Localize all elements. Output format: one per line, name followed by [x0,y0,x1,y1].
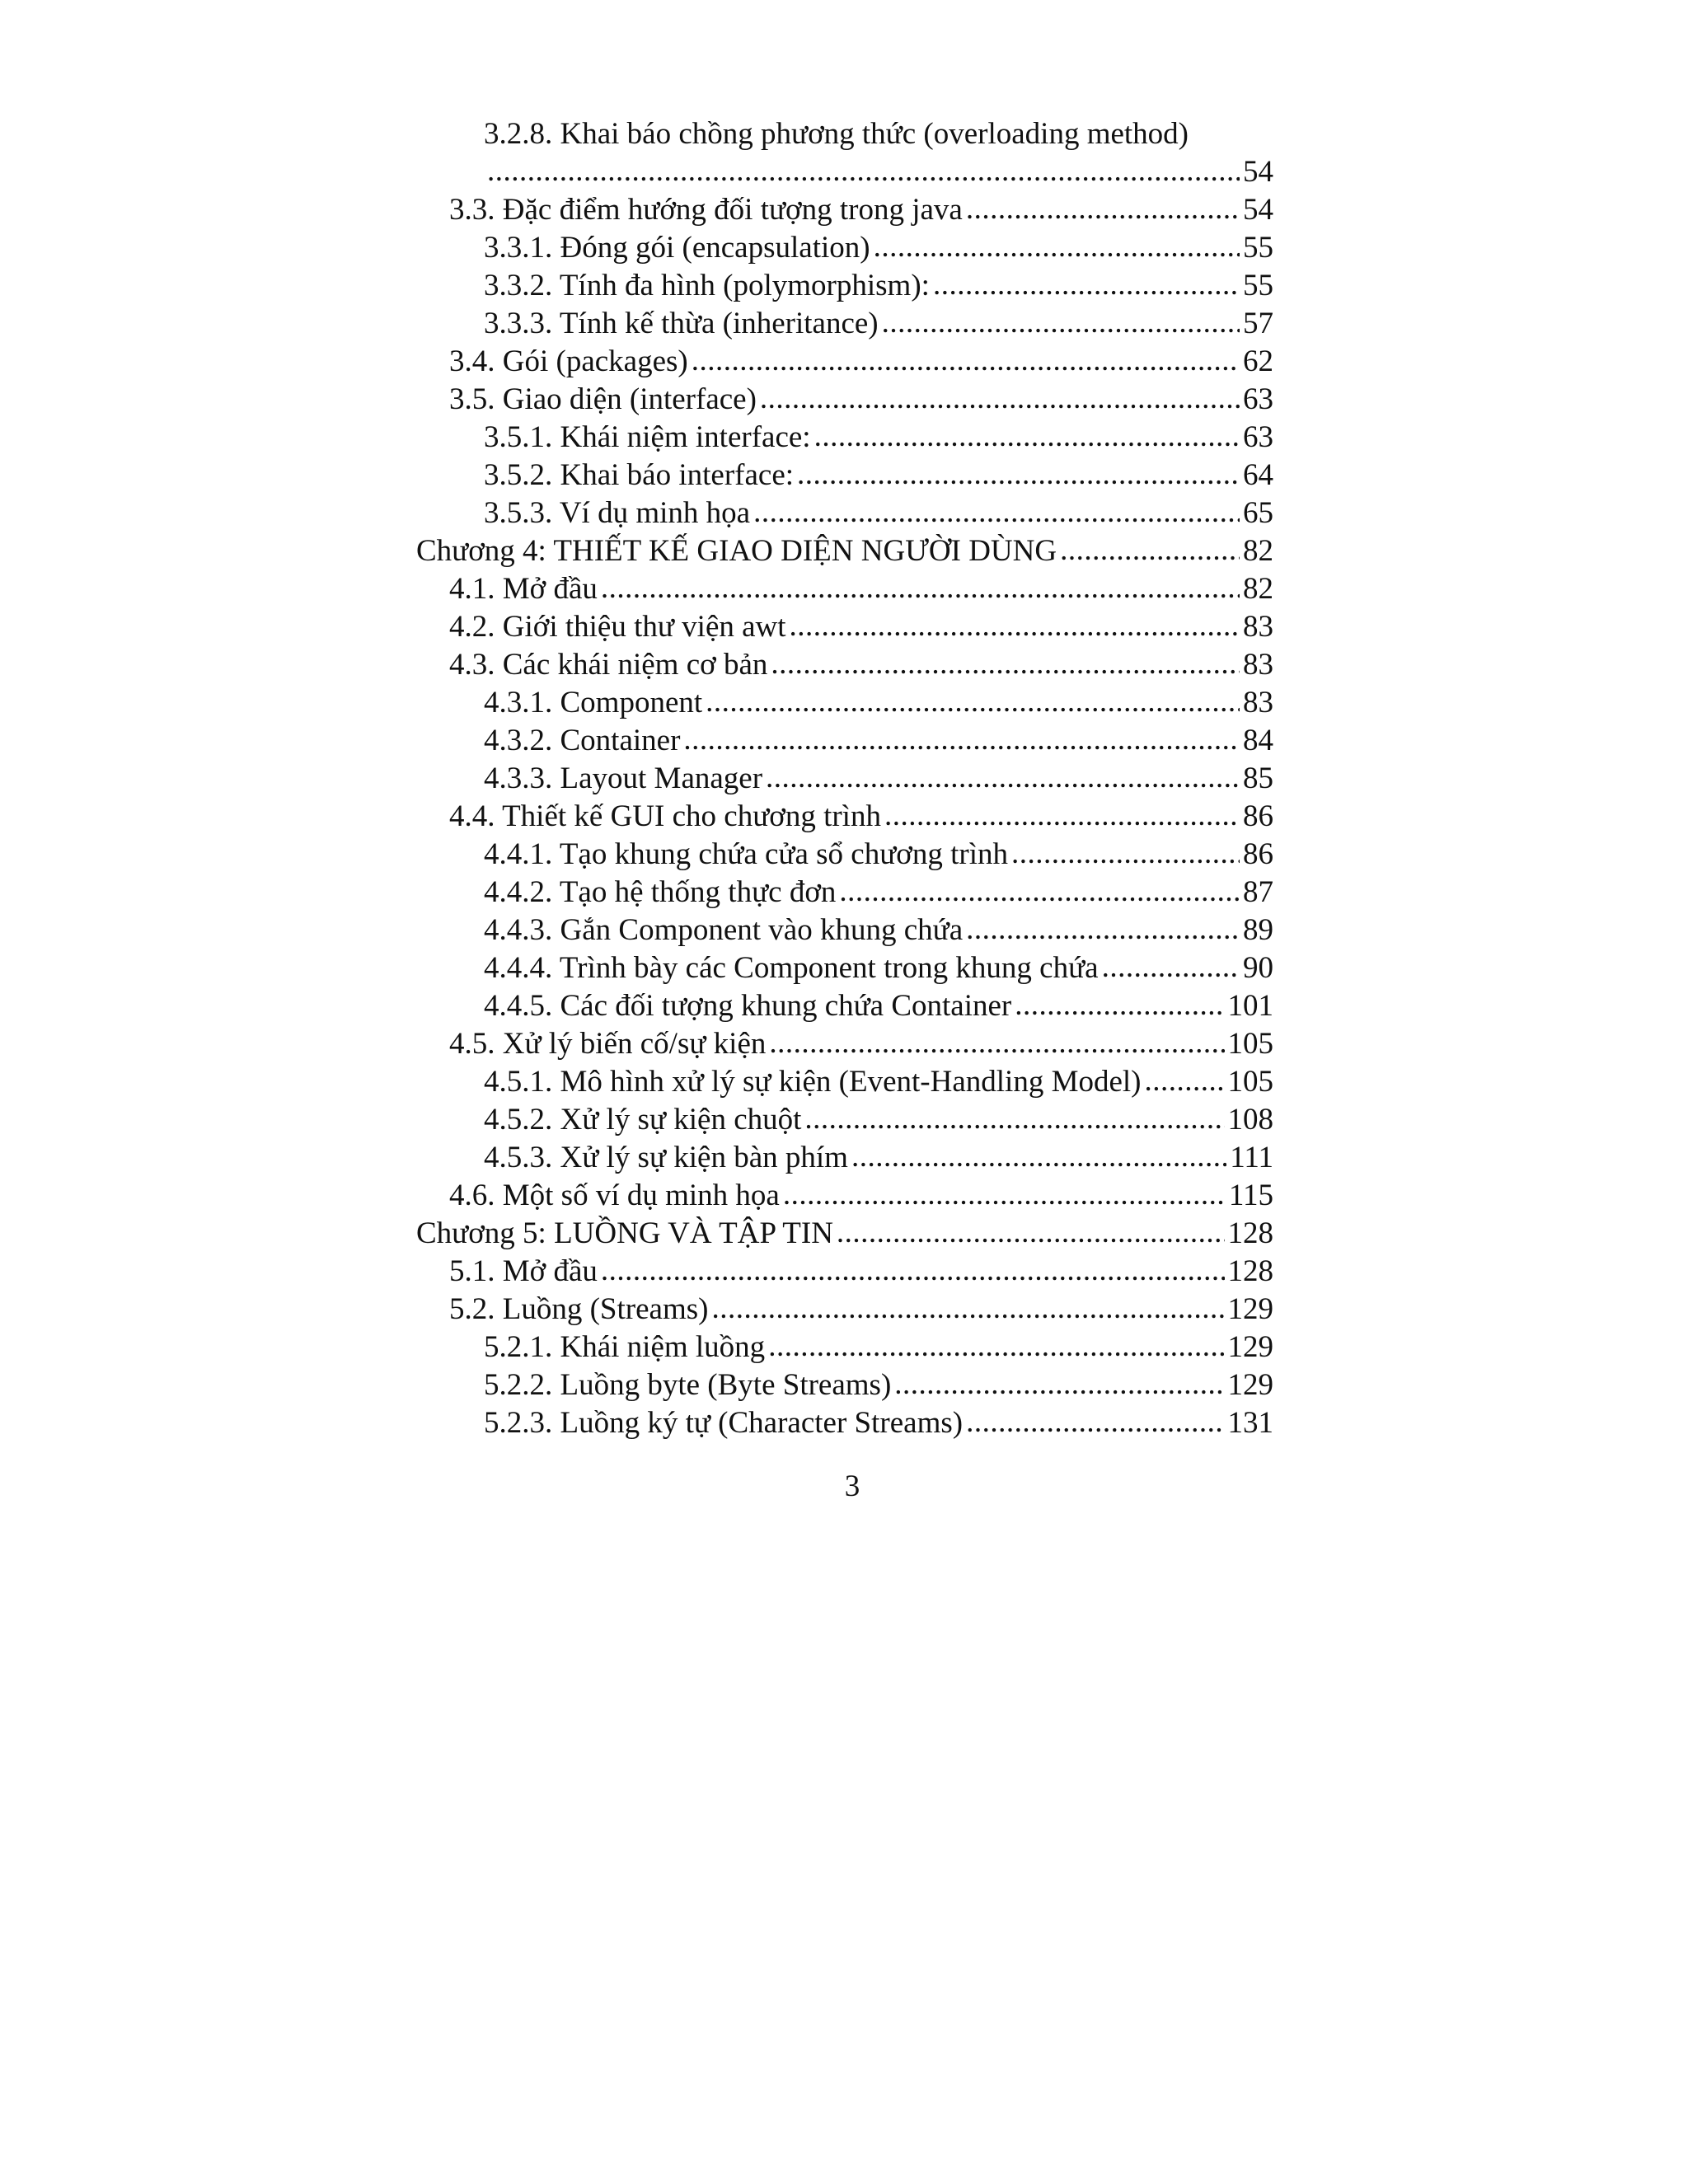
toc-entry[interactable] [416,1101,1273,1139]
toc-entry[interactable] [416,1366,1273,1404]
toc-dot-leader [804,1100,1224,1138]
toc-entry-page: 108 [1227,1103,1273,1137]
toc-entry-title: 3.5.3. Ví dụ minh họa [484,496,751,530]
toc-entry-title: 4.5.1. Mô hình xử lý sự kiện (Event-Handling Model) [484,1065,1142,1099]
toc-entry[interactable] [416,305,1273,343]
toc-entry-page: 55 [1243,269,1273,302]
toc-entry-page: 63 [1243,420,1273,454]
toc-entry-page: 54 [1243,155,1273,189]
toc-entry[interactable] [416,760,1273,798]
toc-entry[interactable] [416,532,1273,570]
toc-dot-leader [814,418,1240,456]
toc-entry[interactable] [416,874,1273,912]
toc-entry-page: 128 [1227,1216,1273,1250]
toc-entry-page: 83 [1243,686,1273,719]
toc-entry-page: 82 [1243,534,1273,568]
toc-entry-title: 3.4. Gói (packages) [449,344,688,378]
toc-entry-title: 4.4.5. Các đối tượng khung chứa Container [484,989,1012,1023]
toc-dot-leader [894,1366,1224,1404]
toc-entry-page: 101 [1227,989,1273,1023]
toc-entry-title: 3.5.1. Khái niệm interface: [484,420,811,454]
toc-entry-page: 63 [1243,382,1273,416]
toc-entry[interactable] [416,608,1273,646]
toc-dot-leader [1102,949,1240,987]
toc-entry-title: 4.4.3. Gắn Component vào khung chứa [484,913,964,947]
toc-entry[interactable] [416,343,1273,381]
toc-dot-leader [884,797,1240,835]
toc-dot-leader [966,190,1240,228]
toc-entry-title: 4.3. Các khái niệm cơ bản [449,648,768,682]
toc-entry[interactable] [416,949,1273,987]
toc-entry-title: 3.2.8. Khai báo chồng phương thức (overloading method) [484,117,1189,151]
toc-entry-title: 5.1. Mở đầu [449,1254,598,1288]
toc-entry[interactable] [416,1253,1273,1291]
toc-entry-page: 105 [1227,1027,1273,1061]
toc-entry-page: 55 [1243,231,1273,265]
toc-entry[interactable] [416,494,1273,532]
toc-entry-title: 4.1. Mở đầu [449,572,598,606]
toc-entry[interactable] [416,381,1273,419]
toc-entry-title: 3.5.2. Khai báo interface: [484,458,795,492]
toc-dot-leader [790,607,1240,645]
toc-entry-title: 4.4.2. Tạo hệ thống thực đơn [484,875,837,909]
toc-entry-page: 86 [1243,799,1273,833]
toc-dot-leader [1060,532,1240,569]
toc-dot-leader [1011,835,1240,873]
toc-entry-title: 5.2. Luồng (Streams) [449,1292,709,1326]
toc-entry-title: 4.4.1. Tạo khung chứa cửa sổ chương trình [484,837,1008,871]
toc-entry[interactable] [416,1404,1273,1442]
toc-entry-title: 3.3.3. Tính kế thừa (inheritance) [484,307,879,340]
toc-entry-title: 4.6. Một số ví dụ minh họa [449,1179,780,1212]
toc-entry[interactable] [416,987,1273,1025]
toc-dot-leader [683,721,1240,759]
toc-entry-title: 4.3.3. Layout Manager [484,762,763,795]
toc-entry-page: 129 [1227,1330,1273,1364]
toc-dot-leader [706,683,1240,721]
toc-dot-leader [771,645,1240,683]
toc-dot-leader [1015,987,1224,1024]
toc-dot-leader [882,304,1240,342]
toc-entry-title: 3.3.2. Tính đa hình (polymorphism): [484,269,930,302]
toc-dot-leader [753,494,1240,532]
toc-dot-leader [769,1024,1224,1062]
toc-entry[interactable] [416,267,1273,305]
toc-entry[interactable] [416,684,1273,722]
toc-entry[interactable] [416,912,1273,949]
toc-dot-leader [711,1290,1224,1328]
toc-entry-title: 3.3. Đặc điểm hướng đối tượng trong java [449,193,963,227]
toc-entry-title: 3.3.1. Đóng gói (encapsulation) [484,231,870,265]
toc-dot-leader [760,380,1240,418]
toc-dot-leader [966,911,1240,949]
toc-dot-leader [783,1176,1226,1214]
toc-entry-page: 111 [1230,1141,1273,1174]
toc-entry[interactable] [416,1291,1273,1329]
toc-entry-title: 4.4. Thiết kế GUI cho chương trình [449,799,881,833]
toc-entry[interactable] [416,1025,1273,1063]
toc-entry[interactable] [416,1215,1273,1253]
toc-entry-page: 131 [1227,1406,1273,1440]
toc-dot-leader [692,342,1240,380]
toc-entry-page: 84 [1243,724,1273,757]
toc-entry[interactable] [416,1177,1273,1215]
toc-entry-page: 90 [1243,951,1273,985]
toc-entry-title: 3.5. Giao diện (interface) [449,382,757,416]
toc-entry-page: 89 [1243,913,1273,947]
toc-entry[interactable] [416,229,1273,267]
toc-dot-leader [1145,1062,1225,1100]
toc-entry[interactable] [416,191,1273,229]
toc-entry-page: 82 [1243,572,1273,606]
toc-entry[interactable] [416,722,1273,760]
toc-entry-title: 4.5.2. Xử lý sự kiện chuột [484,1103,802,1137]
toc-entry[interactable] [416,646,1273,684]
toc-dot-leader [874,228,1240,266]
toc-entry[interactable] [416,836,1273,874]
toc-entry-title: Chương 5: LUỒNG VÀ TẬP TIN [416,1216,833,1250]
toc-entry-page: 129 [1227,1368,1273,1402]
toc-entry-title: 4.5. Xử lý biến cố/sự kiện [449,1027,767,1061]
toc-entry-title: 5.2.1. Khái niệm luồng [484,1330,766,1364]
toc-entry-page: 87 [1243,875,1273,909]
toc-entry[interactable] [416,1139,1273,1177]
toc-dot-leader [797,456,1240,494]
toc-entry[interactable] [416,798,1273,836]
toc-entry-title: 5.2.2. Luồng byte (Byte Streams) [484,1368,892,1402]
toc-entry[interactable] [416,115,1273,191]
toc-entry-title: 4.2. Giới thiệu thư viện awt [449,610,786,644]
toc-entry-page: 83 [1243,648,1273,682]
toc-entry-title: 4.5.3. Xử lý sự kiện bàn phím [484,1141,848,1174]
toc-entry-title: 4.4.4. Trình bày các Component trong khung chứa [484,951,1099,985]
page-number: 3 [844,1469,860,1503]
toc-dot-leader [601,569,1240,607]
toc-dot-leader [933,266,1240,304]
toc-entry-page: 105 [1227,1065,1273,1099]
toc-entry-page: 115 [1228,1179,1273,1212]
toc-dot-leader [766,759,1240,797]
toc-dot-leader [837,1214,1225,1252]
toc-dot-leader [601,1252,1225,1290]
toc-entry[interactable] [416,1329,1273,1366]
toc-dot-leader [966,1404,1224,1441]
table-of-contents [416,115,1273,1442]
toc-entry[interactable] [416,419,1273,457]
toc-entry[interactable] [416,457,1273,494]
toc-entry-title: 4.3.1. Component [484,686,703,719]
toc-entry-page: 85 [1243,762,1273,795]
toc-dot-leader [768,1328,1224,1366]
toc-entry-page: 83 [1243,610,1273,644]
toc-entry-page: 57 [1243,307,1273,340]
toc-dot-leader [487,152,1240,190]
toc-entry-title: Chương 4: THIẾT KẾ GIAO DIỆN NGƯỜI DÙNG [416,534,1057,568]
toc-entry-page: 86 [1243,837,1273,871]
toc-entry-page: 65 [1243,496,1273,530]
toc-entry-title: 4.3.2. Container [484,724,681,757]
toc-entry[interactable] [416,570,1273,608]
toc-entry-page: 54 [1243,193,1273,227]
toc-entry-page: 64 [1243,458,1273,492]
toc-entry[interactable] [416,1063,1273,1101]
toc-entry-page: 128 [1227,1254,1273,1288]
toc-entry-page: 129 [1227,1292,1273,1326]
toc-dot-leader [851,1138,1226,1176]
toc-dot-leader [839,873,1240,911]
toc-entry-title: 5.2.3. Luồng ký tự (Character Streams) [484,1406,964,1440]
toc-entry-page: 62 [1243,344,1273,378]
